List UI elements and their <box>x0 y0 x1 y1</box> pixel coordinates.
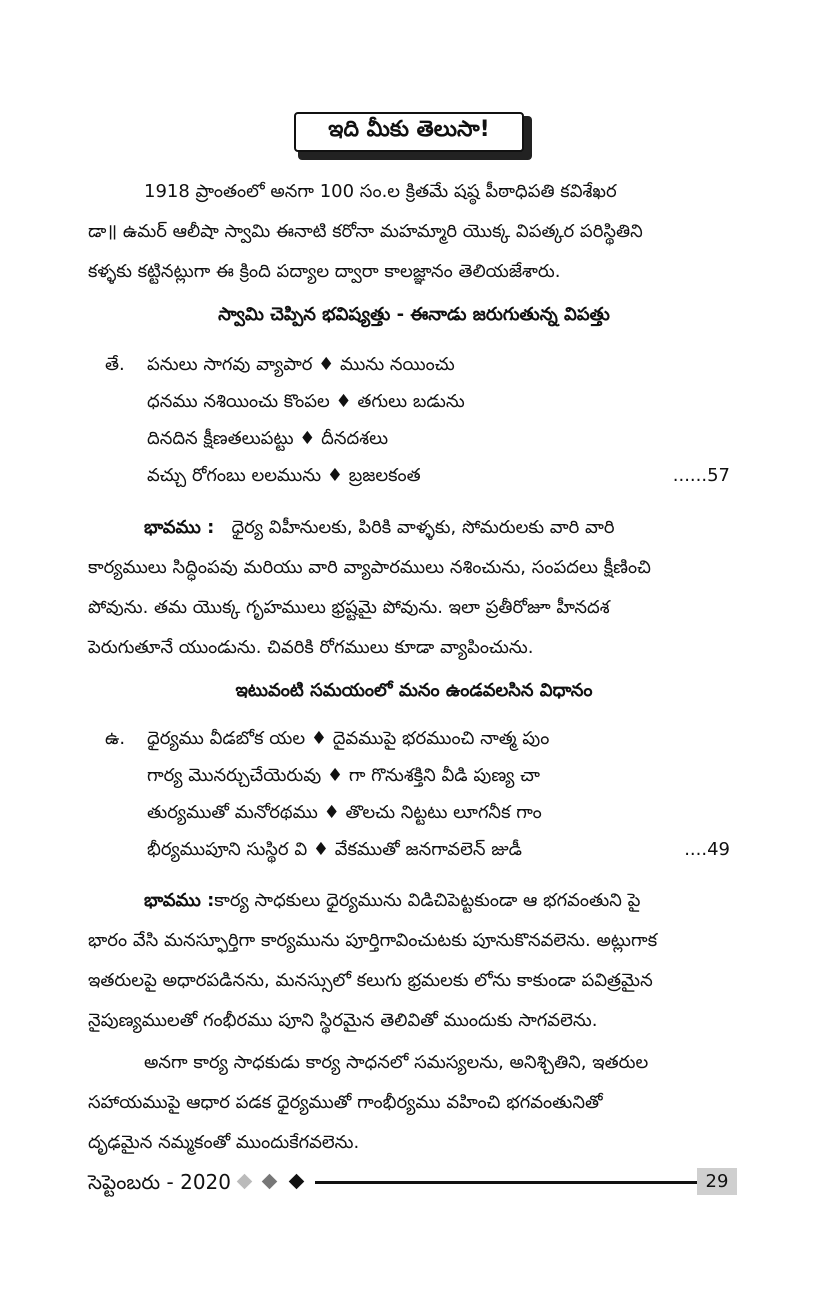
meaning-text: కార్య సాధకులు ధైర్యమును విడిచిపెట్టకుండా ఆ భగవంతుని పై <box>214 890 641 911</box>
section-heading-conduct: ఇటువంటి సమయంలో మనం ఉండవలసిన విధానం <box>235 680 593 701</box>
verse-line: ధైర్యము వీడబోక యల ♦ దైవముపై భరముంచి నాత్మ పుం <box>147 728 550 749</box>
verse-row <box>105 802 740 839</box>
meaning-line <box>88 881 740 921</box>
verse-row <box>105 391 740 428</box>
verse-number: ......57 <box>672 465 730 486</box>
meaning-line: పోవును. తమ యొక్క గృహములు భ్రష్టమై పోవును. ఇలా ప్రతీరోజూ హీనదశ <box>88 597 610 618</box>
verse-line: ధనము నశియించు కొంపల ♦ తగులు బడును <box>147 391 465 412</box>
page-title: ఇది మీకు తెలుసా! <box>294 112 524 152</box>
diamond-icon <box>289 1174 305 1190</box>
verse-line: భీర్యముపూని సుస్థిర వి ♦ వేకముతో జనగావలెన్ జుడీ <box>147 839 522 860</box>
verse-row <box>105 728 740 765</box>
meaning-line <box>88 508 740 548</box>
verse-line: దినదిన క్షీణతలుపట్టు ♦ దీనదశలు <box>147 428 389 449</box>
verse-line: పనులు సాగవు వ్యాపార ♦ మును నయించు <box>147 354 455 375</box>
verse-line: తుర్యముతో మనోరథము ♦ తొలచు నిట్టటు లూగనీక గాం <box>147 802 542 823</box>
verse-49 <box>105 728 740 876</box>
verse-meter-tag: తే. <box>105 354 125 375</box>
verse-row <box>105 428 740 465</box>
meaning-label: భావము : <box>144 517 215 538</box>
verse-row <box>105 465 740 502</box>
verse-57 <box>105 354 740 502</box>
verse-line: వచ్చు రోగంబు లలమును ♦ బ్రజలకంత <box>147 465 421 486</box>
verse-line: గార్య మొనర్చుచేయెరువు ♦ గా గొనుశక్తిని వీడి పుణ్య చా <box>147 765 541 786</box>
section-heading-prophecy: స్వామి చెప్పిన భవిష్యత్తు - ఈనాడు జరుగుతున్న విపత్తు <box>218 304 610 325</box>
meaning-paragraph-2 <box>88 881 740 1041</box>
diamond-icon <box>262 1174 278 1190</box>
verse-number: ....49 <box>684 839 730 860</box>
meaning-label: భావము : <box>144 890 215 911</box>
page-footer <box>88 1168 740 1198</box>
title-box <box>294 112 532 160</box>
closing-line: అనగా కార్య సాధకుడు కార్య సాధనలో సమస్యలను, అనిశ్చితిని, ఇతరుల <box>144 1052 649 1073</box>
meaning-line: నైపుణ్యములతో గంభీరము పూని స్థిరమైన తెలివితో ముందుకు సాగవలెను. <box>88 1010 598 1031</box>
footer-rule <box>315 1181 697 1184</box>
verse-meter-tag: ఉ. <box>105 728 126 749</box>
closing-line: సహాయముపై ఆధార పడక ధైర్యముతో గాంభీర్యము వహించి భగవంతునితో <box>88 1092 603 1113</box>
meaning-text: ధైర్య విహీనులకు, పిరికి వాళ్ళకు, సోమరులకు వారి వారి <box>231 517 615 538</box>
meaning-line: కార్యములు సిద్ధింపవు మరియు వారి వ్యాపారములు నశించును, సంపదలు క్షీణించి <box>88 557 651 578</box>
verse-row <box>105 765 740 802</box>
page-number: 29 <box>697 1168 737 1195</box>
verse-row <box>105 354 740 391</box>
intro-line: కళ్ళకు కట్టినట్లుగా ఈ క్రింది పద్యాల ద్వారా కాలజ్ఞానం తెలియజేశారు. <box>88 261 561 282</box>
issue-month: సెప్టెంబరు - 2020 <box>88 1170 232 1194</box>
intro-line: డా॥ ఉమర్ ఆలీషా స్వామి ఈనాటి కరోనా మహమ్మారి యొక్క విపత్కర పరిస్థితిని <box>88 221 643 242</box>
diamond-icon <box>237 1174 253 1190</box>
closing-paragraph <box>88 1043 740 1163</box>
meaning-line: పెరుగుతూనే యుండును. చివరికి రోగములు కూడా వ్యాపించును. <box>88 637 534 658</box>
verse-row <box>105 839 740 876</box>
meaning-line: ఇతరులపై అధారపడినను, మనస్సులో కలుగు భ్రమలకు లోను కాకుండా పవిత్రమైన <box>88 970 653 991</box>
intro-line: 1918 ప్రాంతంలో అనగా 100 సం.ల క్రితమే షష్ఠ పీఠాధిపతి కవిశేఖర <box>144 181 617 202</box>
intro-paragraph <box>88 172 740 292</box>
meaning-line: భారం వేసి మనస్ఫూర్తిగా కార్యమును పూర్తిగావించుటకు పూనుకొనవలెను. అట్లుగాక <box>88 930 658 951</box>
closing-line: దృఢమైన నమ్మకంతో ముందుకేగవలెను. <box>88 1132 360 1153</box>
meaning-paragraph-1 <box>88 508 740 668</box>
